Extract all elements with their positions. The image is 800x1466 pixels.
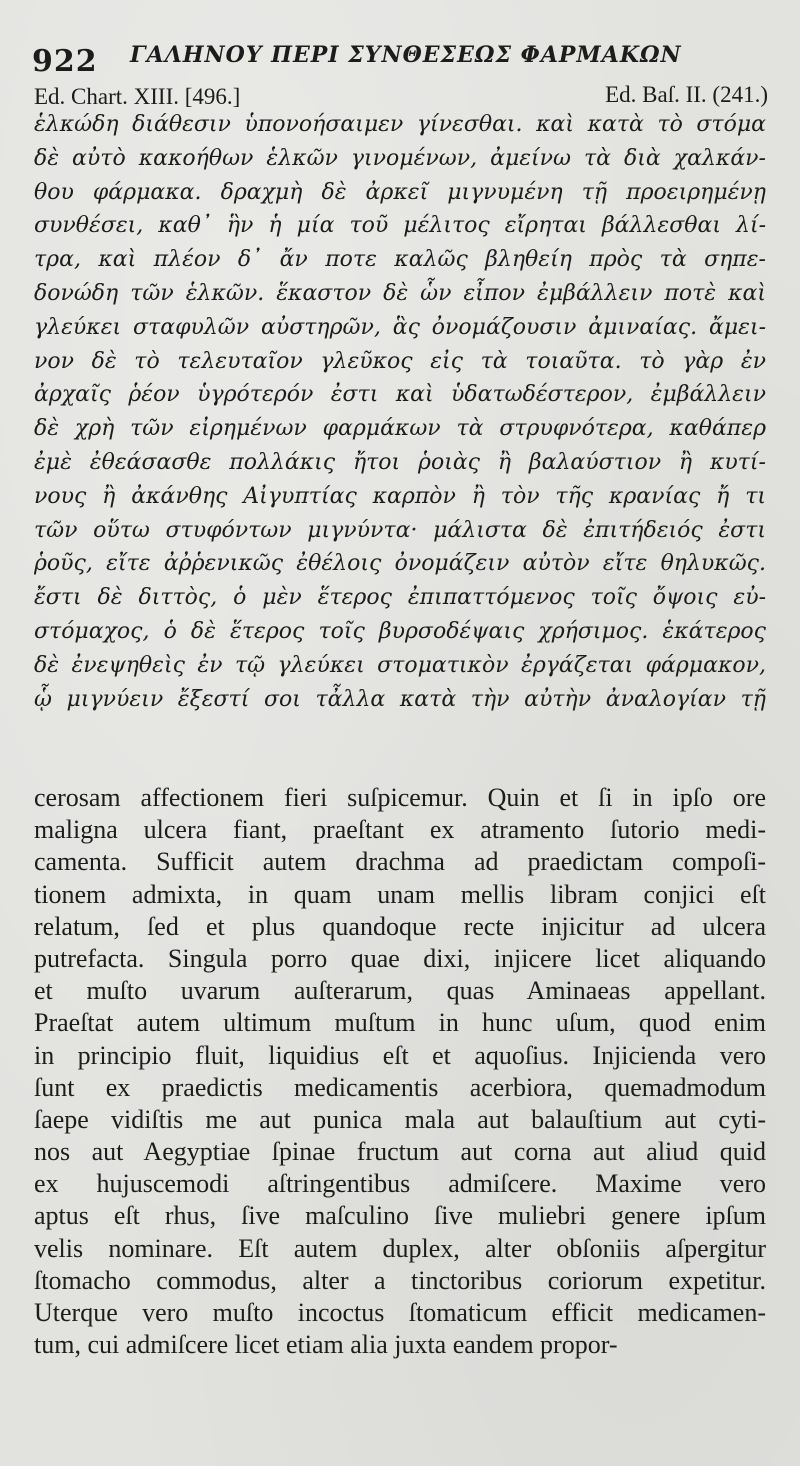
greek-line: στόμαχος, ὁ δὲ ἕτερος τοῖς βυρσοδέψαις χρήσιμος. ἑκάτερος: [34, 618, 766, 644]
greek-line: νους ἢ ἀκάνθης Αἰγυπτίας καρπὸν ἢ τὸν τῆς κρανίας ἤ τι: [34, 483, 766, 509]
running-title: ΓΑΛΗΝΟΥ ΠΕΡΙ ΣΥΝΘΕΣΕΩΣ ΦΑΡΜΑΚΩΝ: [130, 42, 682, 68]
greek-line: τῶν οὕτω στυφόντων μιγνύντα· μάλιστα δὲ ἐπιτήδειός ἐστι: [34, 517, 766, 543]
latin-line: ſunt ex praedictis medicamentis acerbiora, quemadmodum: [34, 1072, 766, 1102]
greek-line: ἀρχαῖς ῥέον ὑγρότερόν ἐστι καὶ ὑδατωδέστερον, ἐμβάλλειν: [34, 382, 766, 408]
latin-line: tum, cui admiſcere licet etiam alia juxta eandem propor-: [34, 1330, 618, 1360]
greek-line: τρα, καὶ πλέον δ᾽ ἄν ποτε καλῶς βληθείη πρὸς τὰ σηπε-: [34, 247, 766, 273]
greek-line: ἐμὲ ἐθεάσασθε πολλάκις ἤτοι ῥοιὰς ἢ βαλαύστιον ἢ κυτί-: [34, 449, 766, 475]
greek-line: ῥοῦς, εἴτε ἀῤῥενικῶς ἐθέλοις ὀνομάζειν αὐτὸν εἴτε θηλυκῶς.: [34, 551, 766, 577]
greek-text-block: [34, 108, 766, 716]
greek-line: δονώδη τῶν ἑλκῶν. ἕκαστον δὲ ὧν εἶπον ἐμβάλλειν ποτὲ καὶ: [34, 280, 766, 306]
latin-line: ſtomacho commodus, alter a tinctoribus coriorum expetitur.: [34, 1265, 766, 1295]
page-number: 922: [32, 44, 98, 79]
greek-line: ᾧ μιγνύειν ἔξεστί σοι τἆλλα κατὰ τὴν αὐτὴν ἀναλογίαν τῇ: [34, 686, 766, 712]
greek-line: ἑλκώδη διάθεσιν ὑπονοήσαιμεν γίνεσθαι. καὶ κατὰ τὸ στόμα: [34, 112, 766, 137]
latin-line: Praeſtat autem ultimum muſtum in hunc uſum, quod enim: [34, 1008, 766, 1038]
greek-line: ἔστι δὲ διττὸς, ὁ μὲν ἕτερος ἐπιπαττόμενος τοῖς ὄψοις εὐ-: [34, 585, 766, 611]
edition-reference-right: Ed. Baſ. II. (241.): [605, 82, 768, 107]
latin-line: cerosam affectionem fieri suſpicemur. Quin et ſi in ipſo ore: [34, 783, 766, 812]
latin-line: tionem admixta, in quam unam mellis libram conjici eſt: [34, 879, 766, 909]
latin-line: nos aut Aegyptiae ſpinae fructum aut corna aut aliud quid: [34, 1137, 766, 1167]
latin-line: maligna ulcera fiant, praeſtant ex atramento ſutorio medi-: [34, 815, 766, 845]
latin-line: aptus eſt rhus, ſive maſculino ſive muliebri genere ipſum: [34, 1201, 766, 1231]
latin-line: putrefacta. Singula porro quae dixi, injicere licet aliquando: [34, 943, 766, 973]
latin-line: et muſto uvarum auſterarum, quas Aminaeas appellant.: [34, 976, 766, 1006]
latin-line: ex hujuscemodi aſtringentibus admiſcere. Maxime vero: [34, 1169, 766, 1199]
greek-line: γλεύκει σταφυλῶν αὐστηρῶν, ἃς ὀνομάζουσιν ἀμιναίας. ἄμει-: [34, 314, 766, 340]
greek-line: δὲ χρὴ τῶν εἰρημένων φαρμάκων τὰ στρυφνότερα, καθάπερ: [34, 416, 766, 442]
latin-text-block: [34, 782, 766, 1361]
latin-line: relatum, ſed et plus quandoque recte injicitur ad ulcera: [34, 911, 766, 941]
latin-line: ſaepe vidiſtis me aut punica mala aut balauſtium aut cyti-: [34, 1104, 766, 1134]
latin-line: Uterque vero muſto incoctus ſtomaticum efficit medicamen-: [34, 1298, 766, 1327]
latin-line: camenta. Sufficit autem drachma ad praedictam compoſi-: [34, 847, 766, 877]
greek-line: συνθέσει, καθ᾽ ἣν ἡ μία τοῦ μέλιτος εἴρηται βάλλεσθαι λί-: [34, 213, 766, 239]
greek-line: δὲ αὐτὸ κακοήθων ἑλκῶν γινομένων, ἀμείνω τὰ διὰ χαλκάν-: [34, 145, 766, 171]
latin-line: velis nominare. Eſt autem duplex, alter obſoniis aſpergitur: [34, 1233, 766, 1263]
page-header: [32, 34, 772, 78]
greek-line: νον δὲ τὸ τελευταῖον γλεῦκος εἰς τὰ τοιαῦτα. τὸ γὰρ ἐν: [34, 348, 766, 374]
greek-line: θου φάρμακα. δραχμὴ δὲ ἀρκεῖ μιγνυμένη τῇ προειρημένῃ: [34, 179, 766, 205]
edition-reference-left: Ed. Chart. XIII. [496.]: [34, 84, 241, 109]
latin-line: in principio fluit, liquidius eſt et aquoſius. Injicienda vero: [34, 1040, 766, 1070]
greek-line: δὲ ἐνεψηθεὶς ἐν τῷ γλεύκει στοματικὸν ἐργάζεται φάρμακον,: [34, 652, 766, 678]
